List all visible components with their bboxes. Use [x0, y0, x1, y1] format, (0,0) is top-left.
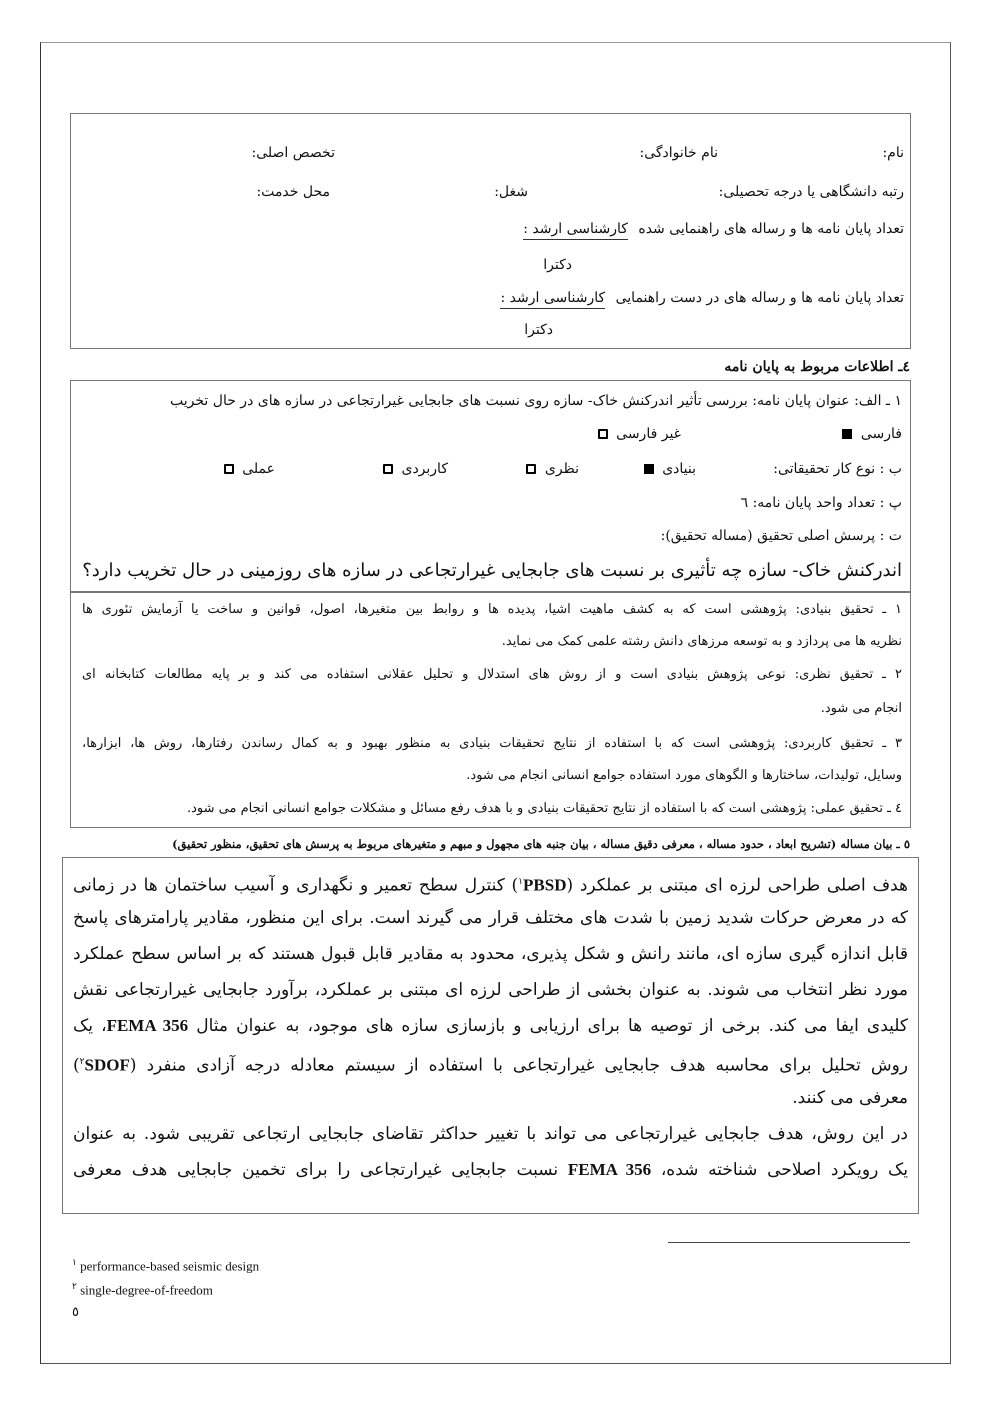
term-sdof: SDOF [84, 1055, 130, 1075]
paragraph-line: هدف اصلی طراحی لرزه ای مبتنی بر عملکرد ($^١$PBSD) کنترل سطح تعمیر و نگهداری و آسیب ساختمان ها در زمانی [73, 875, 908, 896]
research-type-theoretical[interactable]: نظری [522, 459, 579, 479]
definition-line: ٣ ـ تحقیق کاربردی: پژوهشی است که با استفاده از نتایج تحقیقات بنیادی به منظور بهبود و به کمال رساندن رفتارها، روش ها، ابزارها، [82, 736, 902, 751]
definition-line: ١ ـ تحقیق بنیادی: پژوهشی است که به کشف ماهیت اشیا، پدیده ها و روابط بین متغیرها، اصول، قوانین و ساخت یا آزمایش تئوری ها [82, 602, 902, 617]
definitions-box [70, 592, 911, 828]
footnote-2: $^٢$ single-degree-of-freedom [72, 1281, 213, 1298]
research-type-applied[interactable]: کاربردی [379, 459, 448, 479]
supervised-masters-label: کارشناسی ارشد : [523, 221, 628, 240]
checkbox-empty-icon[interactable] [598, 429, 608, 439]
in-progress-masters-label: کارشناسی ارشد : [500, 290, 605, 309]
research-type-label: ب : نوع کار تحقیقاتی: [773, 461, 902, 477]
problem-statement-box [62, 857, 919, 1214]
section5-heading: ٥ ـ بیان مساله (تشریح ابعاد ، حدود مساله ، معرفی دقیق مساله ، بیان جنبه های مجهول و مبهم و متغیرهای مربوط به پرسش های تحقیق، منظور تحقیق) [172, 837, 910, 851]
workplace-label: محل خدمت: [256, 184, 330, 200]
name-label: نام: [882, 145, 904, 161]
in-progress-theses-label: تعداد پایان نامه ها و رساله های در دست راهنمایی [615, 290, 904, 306]
paragraph-line: مورد نظر انتخاب می شوند. به عنوان بخشی از طراحی لرزه ای مبتنی بر عملکرد، برآورد جابجایی غیرارتجاعی نقش [73, 980, 908, 1000]
thesis-title: ١ ـ الف: عنوان پایان نامه: بررسی تأثیر اندرکنش خاک- سازه روی نسبت های جابجایی غیرارتجاعی در سازه های در حال تخریب [170, 393, 902, 409]
thesis-units: پ : تعداد واحد پایان نامه: ٦ [740, 495, 902, 511]
family-name-label: نام خانوادگی: [639, 145, 718, 161]
specialty-label: تخصص اصلی: [251, 145, 335, 161]
definition-line: وسایل، تولیدات، ساختارها و الگوهای مورد استفاده جوامع انسانی انجام می شود. [466, 768, 902, 783]
research-question-label: ت : پرسش اصلی تحقیق (مساله تحقیق): [660, 528, 902, 544]
term-fema-356: FEMA 356 [106, 1016, 189, 1035]
checkbox-checked-icon[interactable] [842, 429, 852, 439]
paragraph-line: در این روش، هدف جابجایی غیرارتجاعی می تواند با تغییر حداکثر تقاضای جابجایی ارتجاعی تقریبی شود. به عنوان [73, 1124, 908, 1144]
paragraph-line: که در معرض حرکات شدید زمین با شدت های مختلف قرار می گیرند است. برای این منظور، مقادیر پارامترهای پاسخ [73, 908, 908, 928]
section4-heading: ٤ـ اطلاعات مربوط به پایان نامه [724, 359, 910, 375]
definition-line: ٤ ـ تحقیق عملی: پژوهشی است که با استفاده از نتایج تحقیقات بنیادی و با هدف رفع مسائل و مشکلات جوامع انسانی انجام می شود. [187, 801, 902, 816]
rank-label: رتبه دانشگاهی یا درجه تحصیلی: [718, 184, 904, 200]
supervised-phd-label: دکترا [543, 257, 572, 273]
supervised-theses-label: تعداد پایان نامه ها و رساله های راهنمایی شده [638, 221, 904, 237]
paragraph-line: کلیدی ایفا می کند. برخی از توصیه ها برای ارزیابی و بازسازی سازه های موجود، به عنوان مثال FEMA 356، یک [73, 1016, 908, 1036]
in-progress-phd-label: دکترا [524, 322, 553, 338]
paragraph-line: روش تحلیل برای محاسبه هدف جابجایی غیرارتجاعی با استفاده از سیستم معادله درجه آزادی منفرد ($^٢$SDOF) [73, 1055, 908, 1076]
paragraph-line: قابل اندازه گیری سازه ای، مانند رانش و شکل پذیری، محدود به مقادیر قابل قبول هستند که بر اساس سطح عملکرد [73, 944, 908, 964]
definition-line: ٢ ـ تحقیق نظری: نوعی پژوهش بنیادی است و از روش های استدلال و تحلیل عقلانی استفاده می کند و بر پایه مطالعات کتابخانه ای [82, 667, 902, 682]
checkbox-empty-icon[interactable] [383, 464, 393, 474]
research-type-practical[interactable]: عملی [220, 459, 275, 479]
term-pbsd: PBSD [523, 875, 567, 895]
paragraph-line: یک رویکرد اصلاحی شناخته شده، FEMA 356 نسبت جابجایی غیرارتجاعی را برای تخمین جابجایی هدف معرفی [73, 1160, 909, 1180]
term-fema-356: FEMA 356 [567, 1160, 652, 1179]
job-label: شغل: [494, 184, 528, 200]
checkbox-checked-icon[interactable] [644, 464, 654, 474]
language-option-non-farsi[interactable]: غیر فارسی [594, 424, 681, 444]
definition-line: انجام می شود. [820, 701, 902, 716]
research-question-text: اندرکنش خاک- سازه چه تأثیری بر نسبت های جابجایی غیرارتجاعی در سازه های روزمینی در حال تخریب دارد؟ [82, 560, 902, 581]
page-number: ٥ [72, 1305, 79, 1320]
footnote-1: $^١$ performance-based seismic design [72, 1257, 260, 1274]
in-progress-theses-row [500, 288, 904, 308]
footnote-separator [668, 1242, 910, 1243]
research-type-fundamental[interactable]: بنیادی [640, 459, 696, 479]
supervised-theses-row [523, 219, 904, 239]
language-option-farsi[interactable]: فارسی [838, 424, 902, 444]
definition-line: نظریه ها می پردازد و به توسعه مرزهای دانش رشته علمی کمک می نماید. [501, 634, 902, 649]
checkbox-empty-icon[interactable] [224, 464, 234, 474]
paragraph-line: معرفی می کنند. [792, 1088, 908, 1108]
checkbox-empty-icon[interactable] [526, 464, 536, 474]
